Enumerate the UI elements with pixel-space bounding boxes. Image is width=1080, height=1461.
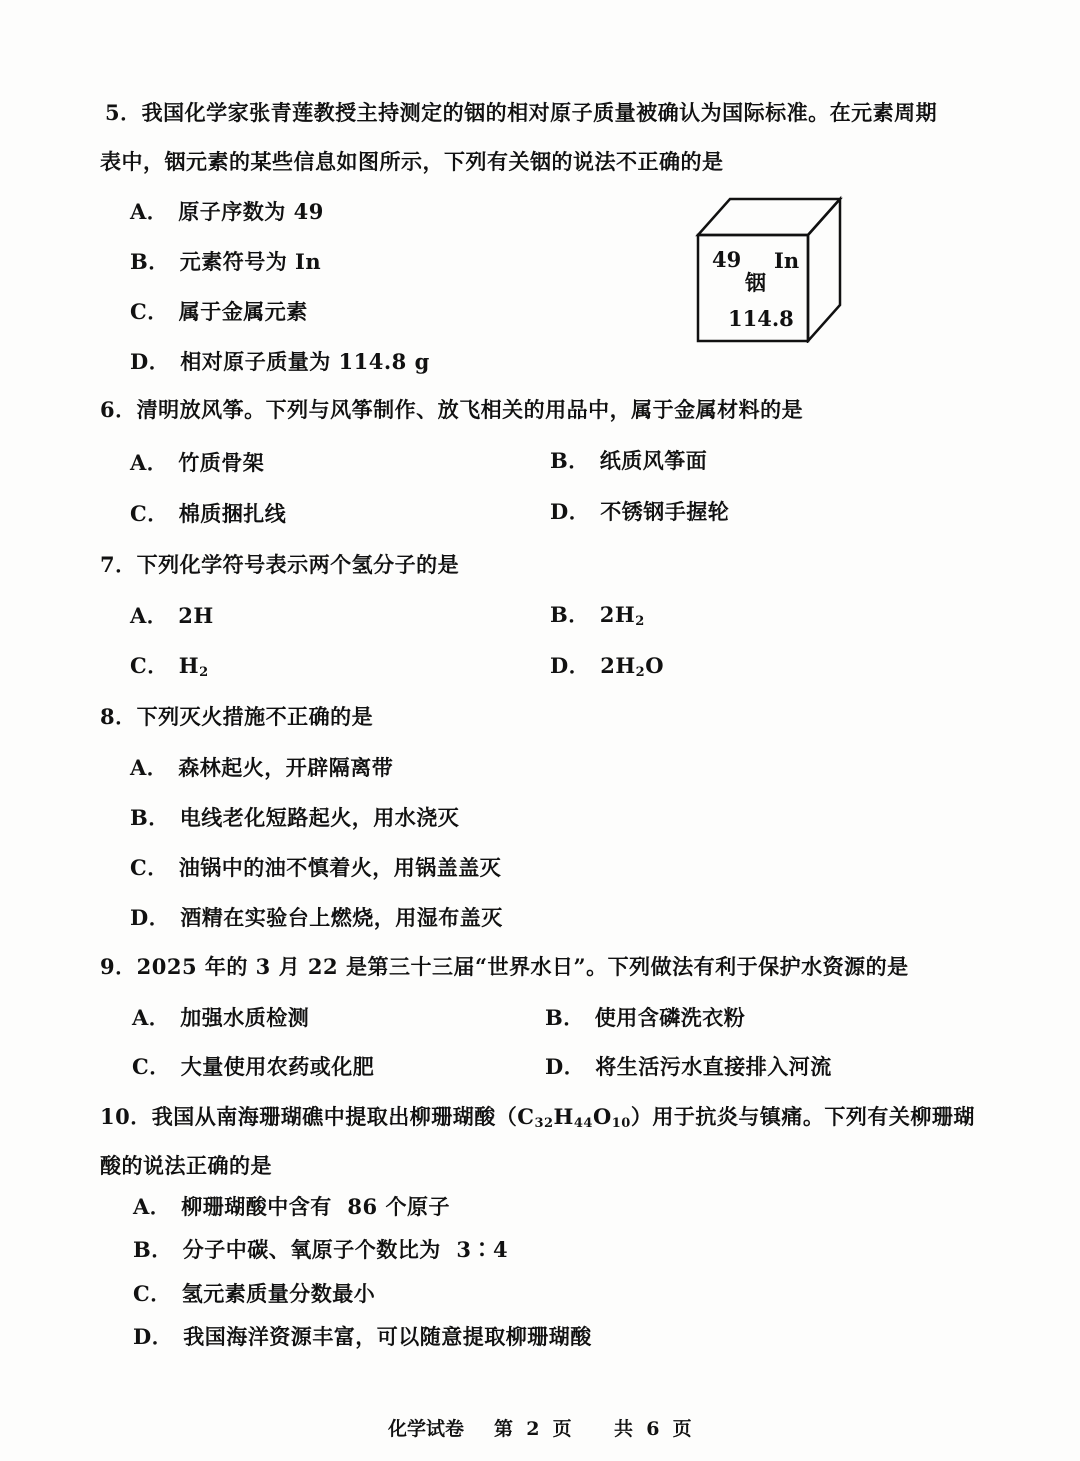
option-label: D． [545, 1054, 586, 1079]
formula-subscript-c: 32 [534, 1116, 554, 1131]
option-text: 棉质捆扎线 [178, 501, 287, 526]
formula-o: O [592, 1104, 612, 1129]
option-label: C． [130, 855, 169, 880]
option-text: 大量使用农药或化肥 [180, 1054, 375, 1079]
q7-option-c [130, 653, 209, 680]
q5-stem-line1: 5．我国化学家张青莲教授主持测定的铟的相对原子质量被确认为国际标准。在元素周期 [105, 100, 938, 125]
option-text: 相对原子质量为 114.8 g [180, 349, 430, 374]
option-label: C． [133, 1281, 172, 1306]
q8-stem: 8．下列灭火措施不正确的是 [100, 704, 374, 729]
option-label: A． [130, 603, 169, 628]
option-text: 油锅中的油不慎着火，用锅盖盖灭 [178, 855, 502, 880]
q10-option-b [133, 1239, 508, 1260]
option-text: 我国海洋资源丰富，可以随意提取柳珊瑚酸 [183, 1324, 592, 1349]
formula-h: H [553, 1104, 574, 1129]
q6-option-b [550, 450, 707, 471]
footer-subject: 化学试卷 [388, 1418, 465, 1440]
option-text: 原子序数为 49 [178, 199, 324, 224]
footer-total-pages: 共 6 页 [614, 1418, 692, 1440]
q5-option-d [130, 351, 430, 372]
q9-option-d [545, 1056, 832, 1077]
q10-stem-part1: 10．我国从南海珊瑚礁中提取出柳珊瑚酸（C [100, 1104, 535, 1129]
q7-option-b [550, 602, 645, 629]
q10-stem-part2: ）用于抗炎与镇痛。下列有关柳珊瑚 [630, 1104, 975, 1129]
q9-option-b [545, 1007, 745, 1028]
q10-stem-line2: 酸的说法正确的是 [100, 1153, 272, 1178]
option-label: B． [130, 249, 170, 274]
option-label: C． [130, 299, 169, 324]
q9-option-a [132, 1007, 309, 1028]
formula-text: 2H [600, 653, 636, 678]
q8-option-d [130, 907, 503, 928]
q5-stem-line2: 表中，铟元素的某些信息如图所示，下列有关铟的说法不正确的是 [100, 149, 724, 174]
q6-option-a [130, 452, 264, 473]
formula-tail: O [645, 653, 665, 678]
formula-text: 2H [599, 602, 636, 627]
option-label: D． [133, 1324, 174, 1349]
formula-subscript: 2 [635, 665, 646, 680]
formula-subscript-o: 10 [611, 1116, 631, 1131]
q10-option-c [133, 1283, 375, 1304]
option-text: 森林起火，开辟隔离带 [178, 755, 394, 780]
option-label: A． [130, 755, 169, 780]
option-text: 酒精在实验台上燃烧，用湿布盖灭 [180, 905, 503, 930]
option-label: B． [550, 448, 590, 473]
q8-option-a [130, 757, 393, 778]
option-text: 分子中碳、氧原子个数比为 3∶4 [182, 1237, 509, 1262]
q6-option-c [130, 503, 286, 524]
option-text: 竹质骨架 [178, 450, 265, 475]
option-label: C． [130, 653, 169, 678]
q10-stem-line1 [100, 1104, 975, 1131]
option-text: 使用含磷洗衣粉 [594, 1005, 746, 1030]
option-text: 元素符号为 In [179, 249, 322, 274]
option-text: 氢元素质量分数最小 [181, 1281, 376, 1306]
option-label: A． [133, 1194, 172, 1219]
q7-option-a [130, 605, 214, 626]
formula-subscript-h: 44 [573, 1116, 593, 1131]
option-text: 电线老化短路起火，用水浇灭 [179, 805, 460, 830]
q6-option-d [550, 501, 729, 522]
element-card-cube [690, 195, 850, 343]
option-label: B． [550, 602, 590, 627]
option-label: A． [130, 199, 169, 224]
option-label: D． [550, 653, 591, 678]
q5-option-b [130, 251, 321, 272]
option-label: A． [130, 450, 169, 475]
q7-stem: 7．下列化学符号表示两个氢分子的是 [100, 552, 460, 577]
option-text: 柳珊瑚酸中含有 86 个原子 [181, 1194, 450, 1219]
option-label: C． [132, 1054, 171, 1079]
q6-stem: 6．清明放风筝。下列与风筝制作、放飞相关的用品中，属于金属材料的是 [100, 397, 804, 422]
option-label: B． [130, 805, 170, 830]
option-label: D． [130, 349, 171, 374]
option-label: D． [550, 499, 591, 524]
option-text: 加强水质检测 [180, 1005, 310, 1030]
option-label: A． [132, 1005, 171, 1030]
option-label: B． [545, 1005, 585, 1030]
element-name: 铟 [745, 270, 766, 295]
q9-stem: 9．2025 年的 3 月 22 是第三十三届“世界水日”。下列做法有利于保护水资源的是 [100, 954, 909, 979]
formula-text: H [178, 653, 200, 678]
option-text: 属于金属元素 [178, 299, 308, 324]
element-symbol: In [774, 248, 800, 273]
formula-subscript: 2 [199, 665, 209, 680]
option-text: 纸质风筝面 [599, 448, 708, 473]
q8-option-b [130, 807, 459, 828]
q10-option-d [133, 1326, 592, 1347]
q10-option-a [133, 1196, 450, 1217]
formula-subscript: 2 [635, 614, 645, 629]
q8-option-c [130, 857, 501, 878]
option-text: 不锈钢手握轮 [600, 499, 730, 524]
atomic-number: 49 [712, 247, 742, 272]
atomic-mass: 114.8 [728, 306, 794, 331]
q9-option-c [132, 1056, 374, 1077]
option-label: D． [130, 905, 171, 930]
q5-option-a [130, 201, 324, 222]
option-text: 2H [178, 603, 214, 628]
option-label: B． [133, 1237, 173, 1262]
q7-option-d [550, 653, 665, 680]
footer-page-number: 第 2 页 [494, 1418, 572, 1440]
option-label: C． [130, 501, 169, 526]
option-text: 将生活污水直接排入河流 [595, 1054, 832, 1079]
q5-option-c [130, 301, 308, 322]
